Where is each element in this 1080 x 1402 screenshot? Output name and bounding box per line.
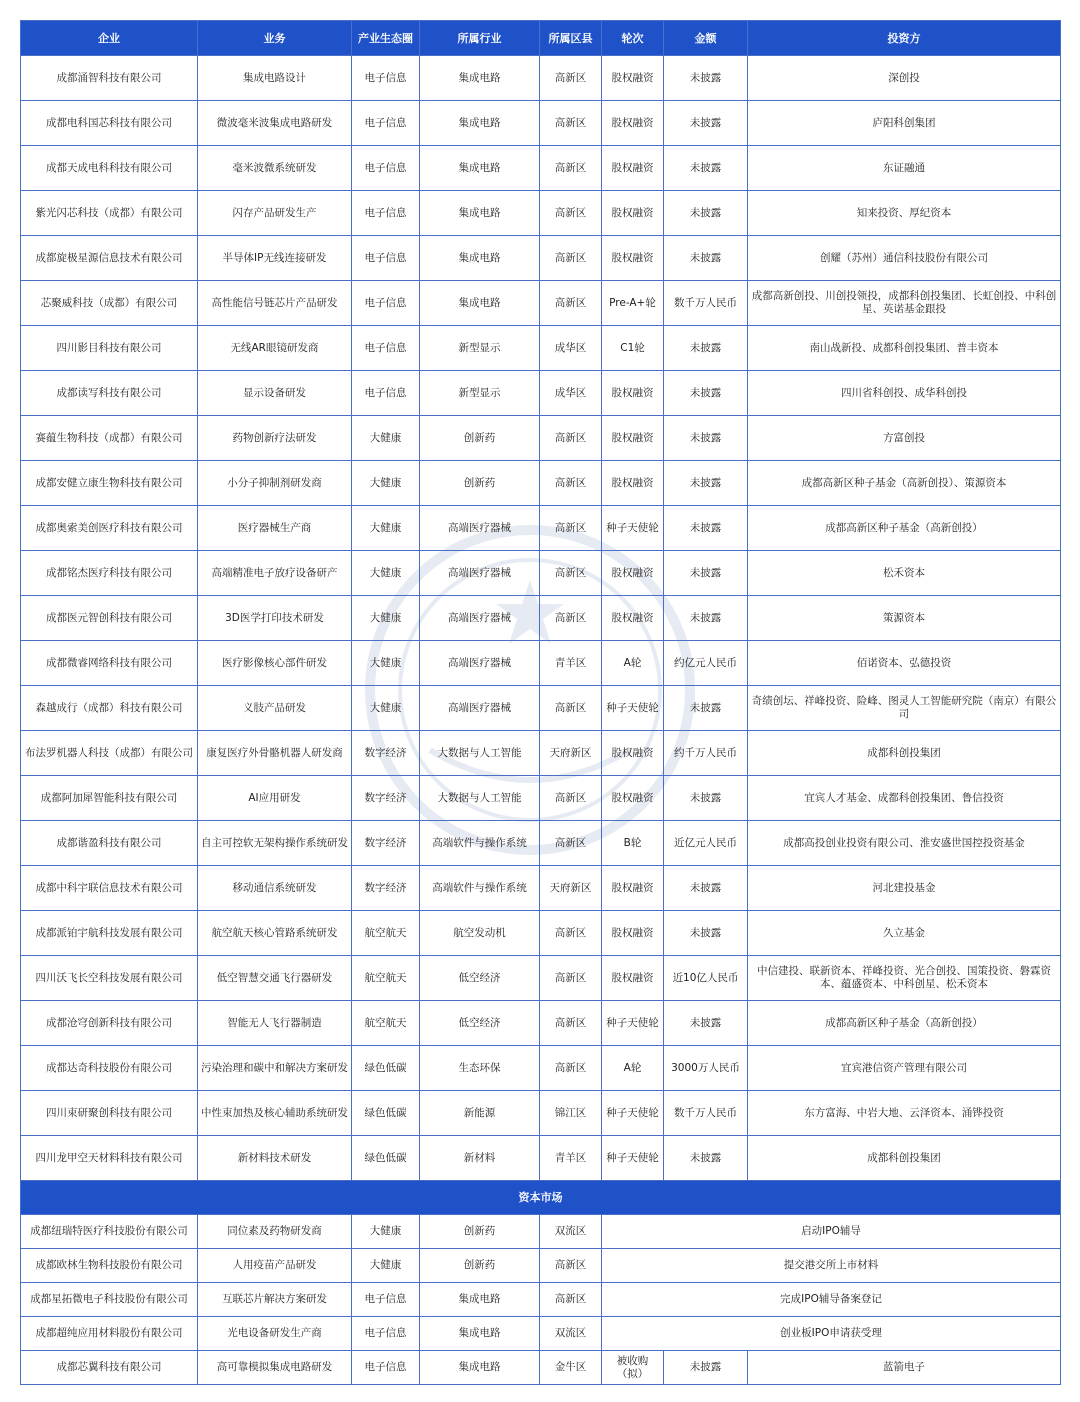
status-cell: 提交港交所上市材料 [602,1249,1061,1283]
amount-cell: 未披露 [664,596,748,641]
district-cell: 高新区 [540,686,602,731]
investor-cell: 四川省科创投、成华科创投 [748,371,1061,416]
ecosystem-cell: 电子信息 [352,281,420,326]
investor-cell: 方富创投 [748,416,1061,461]
table-row [21,641,1061,686]
table-header-row [21,21,1061,56]
round-cell: 股权融资 [602,236,664,281]
investor-cell: 奇绩创坛、祥峰投资、险峰、图灵人工智能研究院（南京）有限公司 [748,686,1061,731]
round-cell: 股权融资 [602,956,664,1001]
ecosystem-cell: 绿色低碳 [352,1136,420,1181]
table-row [21,146,1061,191]
ecosystem-cell: 数字经济 [352,866,420,911]
business-cell: 人用疫苗产品研发 [198,1249,352,1283]
industry-cell: 创新药 [420,416,540,461]
investor-cell: 知来投资、厚纪资本 [748,191,1061,236]
industry-cell: 高端医疗器械 [420,596,540,641]
district-cell: 青羊区 [540,1136,602,1181]
capital-market-row [21,1215,1061,1249]
investor-cell: 佰诺资本、弘德投资 [748,641,1061,686]
table-row [21,866,1061,911]
district-cell: 天府新区 [540,866,602,911]
amount-cell: 未披露 [664,236,748,281]
company-cell: 成都涌智科技有限公司 [21,56,198,101]
district-cell: 锦江区 [540,1091,602,1136]
ecosystem-cell: 绿色低碳 [352,1046,420,1091]
investor-cell: 东方富海、中岩大地、云泽资本、涌铧投资 [748,1091,1061,1136]
table-row [21,686,1061,731]
table-row [21,56,1061,101]
district-cell: 双流区 [540,1317,602,1351]
round-cell: 股权融资 [602,866,664,911]
table-row [21,1046,1061,1091]
section-title: 资本市场 [21,1181,1061,1215]
investment-table [20,20,1061,1385]
business-cell: 自主可控软无架构操作系统研发 [198,821,352,866]
investor-cell: 中信建投、联新资本、祥峰投资、光合创投、国策投资、磐霖资本、蕴盛资本、中科创星、松禾资本 [748,956,1061,1001]
investor-cell: 松禾资本 [748,551,1061,596]
ecosystem-cell: 航空航天 [352,956,420,1001]
business-cell: 同位素及药物研发商 [198,1215,352,1249]
round-cell: C1轮 [602,326,664,371]
investor-cell: 庐阳科创集团 [748,101,1061,146]
company-cell: 成都谐盈科技有限公司 [21,821,198,866]
investor-cell: 成都高新创投、川创投领投，成都科创投集团、长虹创投、中科创星、英诺基金跟投 [748,281,1061,326]
round-cell: Pre-A+轮 [602,281,664,326]
business-cell: 集成电路设计 [198,56,352,101]
ecosystem-cell: 电子信息 [352,1317,420,1351]
business-cell: 高可靠模拟集成电路研发 [198,1351,352,1385]
industry-cell: 高端医疗器械 [420,551,540,596]
business-cell: AI应用研发 [198,776,352,821]
round-cell: 股权融资 [602,461,664,506]
investor-cell: 深创投 [748,56,1061,101]
capital-market-row [21,1249,1061,1283]
ecosystem-cell: 大健康 [352,1249,420,1283]
company-cell: 成都电科国芯科技有限公司 [21,101,198,146]
amount-cell: 数千万人民币 [664,1091,748,1136]
table-row [21,416,1061,461]
round-cell: 种子天使轮 [602,1136,664,1181]
company-cell: 布法罗机器人科技（成都）有限公司 [21,731,198,776]
industry-cell: 新型显示 [420,371,540,416]
company-cell: 成都超纯应用材料股份有限公司 [21,1317,198,1351]
business-cell: 药物创新疗法研发 [198,416,352,461]
ecosystem-cell: 电子信息 [352,371,420,416]
amount-cell: 3000万人民币 [664,1046,748,1091]
district-cell: 高新区 [540,1249,602,1283]
district-cell: 高新区 [540,1001,602,1046]
district-cell: 高新区 [540,281,602,326]
amount-cell: 未披露 [664,866,748,911]
company-cell: 成都医元智创科技有限公司 [21,596,198,641]
industry-cell: 创新药 [420,1249,540,1283]
table-row [21,1091,1061,1136]
business-cell: 3D医学打印技术研发 [198,596,352,641]
business-cell: 移动通信系统研发 [198,866,352,911]
round-cell: 股权融资 [602,551,664,596]
company-cell: 成都微睿网络科技有限公司 [21,641,198,686]
ecosystem-cell: 电子信息 [352,326,420,371]
amount-cell: 未披露 [664,1351,748,1385]
round-cell: B轮 [602,821,664,866]
district-cell: 高新区 [540,956,602,1001]
ecosystem-cell: 大健康 [352,461,420,506]
status-cell: 完成IPO辅导备案登记 [602,1283,1061,1317]
industry-cell: 集成电路 [420,191,540,236]
industry-cell: 高端医疗器械 [420,506,540,551]
round-cell: 被收购（拟） [602,1351,664,1385]
table-row [21,911,1061,956]
industry-cell: 集成电路 [420,281,540,326]
business-cell: 高端精准电子放疗设备研产 [198,551,352,596]
investor-cell: 河北建投基金 [748,866,1061,911]
ecosystem-cell: 航空航天 [352,1001,420,1046]
company-cell: 成都读写科技有限公司 [21,371,198,416]
table-row [21,551,1061,596]
table-row [21,461,1061,506]
industry-cell: 创新药 [420,1215,540,1249]
district-cell: 高新区 [540,911,602,956]
col-header-ecosystem: 产业生态圈 [352,21,420,56]
amount-cell: 未披露 [664,506,748,551]
business-cell: 互联芯片解决方案研发 [198,1283,352,1317]
district-cell: 高新区 [540,596,602,641]
company-cell: 成都安健立康生物科技有限公司 [21,461,198,506]
ecosystem-cell: 数字经济 [352,731,420,776]
company-cell: 成都纽瑞特医疗科技股份有限公司 [21,1215,198,1249]
amount-cell: 未披露 [664,191,748,236]
amount-cell: 未披露 [664,326,748,371]
table-row [21,596,1061,641]
district-cell: 高新区 [540,506,602,551]
company-cell: 紫光闪芯科技（成都）有限公司 [21,191,198,236]
amount-cell: 近亿元人民币 [664,821,748,866]
round-cell: 股权融资 [602,56,664,101]
investor-cell: 宜宾人才基金、成都科创投集团、鲁信投资 [748,776,1061,821]
business-cell: 康复医疗外骨骼机器人研发商 [198,731,352,776]
district-cell: 高新区 [540,461,602,506]
company-cell: 成都沧穹创新科技有限公司 [21,1001,198,1046]
district-cell: 高新区 [540,191,602,236]
district-cell: 青羊区 [540,641,602,686]
company-cell: 成都欧林生物科技股份有限公司 [21,1249,198,1283]
round-cell: 股权融资 [602,416,664,461]
investor-cell: 创耀（苏州）通信科技股份有限公司 [748,236,1061,281]
ecosystem-cell: 电子信息 [352,191,420,236]
company-cell: 四川沃飞长空科技发展有限公司 [21,956,198,1001]
ecosystem-cell: 电子信息 [352,236,420,281]
industry-cell: 高端软件与操作系统 [420,866,540,911]
ecosystem-cell: 大健康 [352,596,420,641]
company-cell: 四川影目科技有限公司 [21,326,198,371]
industry-cell: 集成电路 [420,1283,540,1317]
district-cell: 成华区 [540,326,602,371]
table-row [21,326,1061,371]
company-cell: 四川束研聚创科技有限公司 [21,1091,198,1136]
district-cell: 天府新区 [540,731,602,776]
investor-cell: 宜宾港信资产管理有限公司 [748,1046,1061,1091]
ecosystem-cell: 电子信息 [352,146,420,191]
capital-market-row [21,1283,1061,1317]
business-cell: 小分子抑制剂研发商 [198,461,352,506]
capital-market-row [21,1317,1061,1351]
district-cell: 高新区 [540,56,602,101]
status-cell: 创业板IPO申请获受理 [602,1317,1061,1351]
status-cell: 启动IPO辅导 [602,1215,1061,1249]
industry-cell: 高端医疗器械 [420,686,540,731]
col-header-business: 业务 [198,21,352,56]
amount-cell: 未披露 [664,416,748,461]
table-row [21,281,1061,326]
table-row [21,236,1061,281]
business-cell: 医疗影像核心部件研发 [198,641,352,686]
investor-cell: 成都高新区种子基金（高新创投） [748,506,1061,551]
company-cell: 成都派铂宇航科技发展有限公司 [21,911,198,956]
table-row [21,371,1061,416]
amount-cell: 未披露 [664,371,748,416]
district-cell: 高新区 [540,1283,602,1317]
amount-cell: 数千万人民币 [664,281,748,326]
round-cell: 股权融资 [602,371,664,416]
amount-cell: 未披露 [664,686,748,731]
business-cell: 无线AR眼镜研发商 [198,326,352,371]
district-cell: 双流区 [540,1215,602,1249]
round-cell: 种子天使轮 [602,1091,664,1136]
table-row [21,776,1061,821]
ecosystem-cell: 数字经济 [352,821,420,866]
company-cell: 成都奥索美创医疗科技有限公司 [21,506,198,551]
ecosystem-cell: 大健康 [352,551,420,596]
ecosystem-cell: 电子信息 [352,101,420,146]
industry-cell: 低空经济 [420,1001,540,1046]
district-cell: 高新区 [540,146,602,191]
business-cell: 中性束加热及核心辅助系统研发 [198,1091,352,1136]
business-cell: 半导体IP无线连接研发 [198,236,352,281]
investor-cell: 策源资本 [748,596,1061,641]
table-row [21,821,1061,866]
investor-cell: 南山战新投、成都科创投集团、普丰资本 [748,326,1061,371]
round-cell: 股权融资 [602,101,664,146]
col-header-round: 轮次 [602,21,664,56]
table-row [21,1001,1061,1046]
col-header-industry: 所属行业 [420,21,540,56]
company-cell: 成都星拓微电子科技股份有限公司 [21,1283,198,1317]
ecosystem-cell: 电子信息 [352,56,420,101]
amount-cell: 未披露 [664,461,748,506]
amount-cell: 未披露 [664,101,748,146]
industry-cell: 集成电路 [420,1317,540,1351]
col-header-amount: 金额 [664,21,748,56]
table-row [21,1136,1061,1181]
business-cell: 智能无人飞行器制造 [198,1001,352,1046]
amount-cell: 未披露 [664,146,748,191]
district-cell: 成华区 [540,371,602,416]
industry-cell: 集成电路 [420,56,540,101]
table-row [21,731,1061,776]
investor-cell: 成都科创投集团 [748,1136,1061,1181]
district-cell: 高新区 [540,776,602,821]
table-row [21,101,1061,146]
industry-cell: 新材料 [420,1136,540,1181]
business-cell: 毫米波微系统研发 [198,146,352,191]
investor-cell: 久立基金 [748,911,1061,956]
company-cell: 四川龙甲空天材料科技有限公司 [21,1136,198,1181]
district-cell: 高新区 [540,551,602,596]
company-cell: 成都旋极星源信息技术有限公司 [21,236,198,281]
industry-cell: 低空经济 [420,956,540,1001]
company-cell: 成都阿加犀智能科技有限公司 [21,776,198,821]
ecosystem-cell: 电子信息 [352,1351,420,1385]
industry-cell: 新能源 [420,1091,540,1136]
district-cell: 高新区 [540,416,602,461]
ecosystem-cell: 大健康 [352,686,420,731]
amount-cell: 未披露 [664,911,748,956]
table-row [21,956,1061,1001]
round-cell: 股权融资 [602,146,664,191]
ecosystem-cell: 大健康 [352,641,420,686]
ecosystem-cell: 大健康 [352,1215,420,1249]
business-cell: 义肢产品研发 [198,686,352,731]
company-cell: 森越成行（成都）科技有限公司 [21,686,198,731]
investor-cell: 东证融通 [748,146,1061,191]
ecosystem-cell: 大健康 [352,506,420,551]
investor-cell: 蓝箭电子 [748,1351,1061,1385]
industry-cell: 创新药 [420,461,540,506]
company-cell: 成都天成电科科技有限公司 [21,146,198,191]
round-cell: 种子天使轮 [602,686,664,731]
company-cell: 赛蕴生物科技（成都）有限公司 [21,416,198,461]
round-cell: 股权融资 [602,911,664,956]
industry-cell: 高端软件与操作系统 [420,821,540,866]
business-cell: 低空智慧交通飞行器研发 [198,956,352,1001]
company-cell: 芯聚威科技（成都）有限公司 [21,281,198,326]
table-row [21,506,1061,551]
district-cell: 高新区 [540,236,602,281]
round-cell: 种子天使轮 [602,1001,664,1046]
company-cell: 成都芯翼科技有限公司 [21,1351,198,1385]
section-header-row [21,1181,1061,1215]
investor-cell: 成都高新区种子基金（高新创投）、策源资本 [748,461,1061,506]
investor-cell: 成都高投创业投资有限公司、淮安盛世国控投资基金 [748,821,1061,866]
investor-cell: 成都高新区种子基金（高新创投） [748,1001,1061,1046]
industry-cell: 集成电路 [420,146,540,191]
business-cell: 医疗器械生产商 [198,506,352,551]
capital-market-row [21,1351,1061,1385]
ecosystem-cell: 数字经济 [352,776,420,821]
business-cell: 显示设备研发 [198,371,352,416]
amount-cell: 约亿元人民币 [664,641,748,686]
district-cell: 金牛区 [540,1351,602,1385]
amount-cell: 未披露 [664,776,748,821]
col-header-company: 企业 [21,21,198,56]
round-cell: 股权融资 [602,191,664,236]
industry-cell: 集成电路 [420,101,540,146]
business-cell: 闪存产品研发生产 [198,191,352,236]
round-cell: A轮 [602,1046,664,1091]
industry-cell: 新型显示 [420,326,540,371]
industry-cell: 生态环保 [420,1046,540,1091]
round-cell: 种子天使轮 [602,506,664,551]
ecosystem-cell: 电子信息 [352,1283,420,1317]
amount-cell: 未披露 [664,551,748,596]
ecosystem-cell: 大健康 [352,416,420,461]
business-cell: 污染治理和碳中和解决方案研发 [198,1046,352,1091]
industry-cell: 大数据与人工智能 [420,776,540,821]
industry-cell: 集成电路 [420,1351,540,1385]
round-cell: 股权融资 [602,596,664,641]
business-cell: 光电设备研发生产商 [198,1317,352,1351]
industry-cell: 航空发动机 [420,911,540,956]
company-cell: 成都铭杰医疗科技有限公司 [21,551,198,596]
industry-cell: 集成电路 [420,236,540,281]
round-cell: 股权融资 [602,776,664,821]
business-cell: 高性能信号链芯片产品研发 [198,281,352,326]
amount-cell: 近10亿人民币 [664,956,748,1001]
col-header-investor: 投资方 [748,21,1061,56]
company-cell: 成都中科宇联信息技术有限公司 [21,866,198,911]
investor-cell: 成都科创投集团 [748,731,1061,776]
round-cell: A轮 [602,641,664,686]
district-cell: 高新区 [540,101,602,146]
company-cell: 成都达奇科技股份有限公司 [21,1046,198,1091]
industry-cell: 大数据与人工智能 [420,731,540,776]
amount-cell: 未披露 [664,1136,748,1181]
business-cell: 新材料技术研发 [198,1136,352,1181]
amount-cell: 约千万人民币 [664,731,748,776]
round-cell: 股权融资 [602,731,664,776]
amount-cell: 未披露 [664,1001,748,1046]
amount-cell: 未披露 [664,56,748,101]
business-cell: 航空航天核心管路系统研发 [198,911,352,956]
district-cell: 高新区 [540,1046,602,1091]
business-cell: 微波毫米波集成电路研发 [198,101,352,146]
ecosystem-cell: 绿色低碳 [352,1091,420,1136]
industry-cell: 高端医疗器械 [420,641,540,686]
col-header-district: 所属区县 [540,21,602,56]
ecosystem-cell: 航空航天 [352,911,420,956]
district-cell: 高新区 [540,821,602,866]
table-row [21,191,1061,236]
